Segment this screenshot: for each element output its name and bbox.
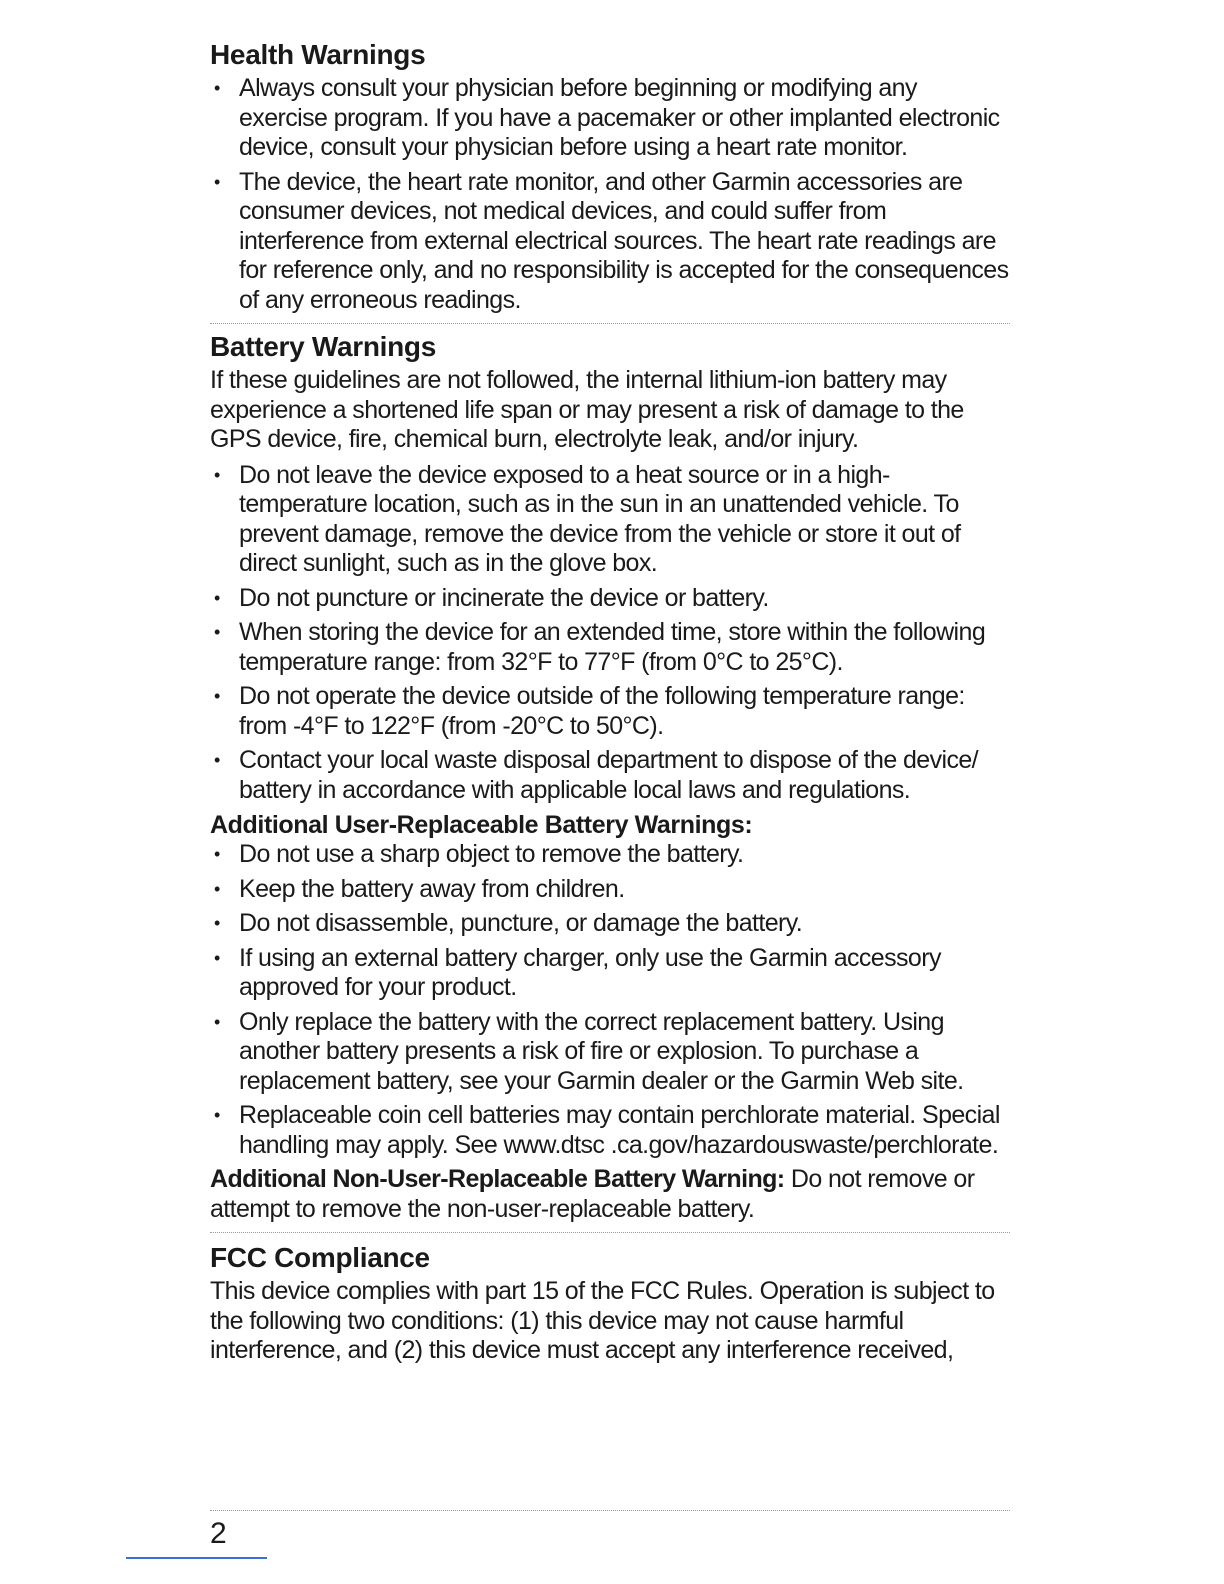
list-item: • Keep the battery away from children.: [214, 874, 625, 903]
list-item: • Do not use a sharp object to remove the battery.: [214, 840, 744, 868]
non-user-replaceable-heading: Additional Non-User-Replaceable Battery Warning:: [210, 1165, 785, 1193]
bullet-icon: •: [214, 171, 220, 192]
list-item: • When storing the device for an extended time, store within the following temperature range: from 32°F to 77°F (from 0°C to 25°C).: [214, 618, 986, 676]
bullet-icon: •: [214, 1011, 220, 1032]
bullet-icon: •: [214, 1105, 220, 1125]
page-number: 2: [210, 1517, 227, 1550]
bullet-icon: •: [214, 878, 220, 899]
list-item: • Only replace the battery with the correct replacement battery. Using another battery presents a risk of fire or explosion. To purchase a replacement battery, see your Garmin dealer or the Garmin Web site.: [214, 1007, 964, 1095]
battery-warnings-heading: Battery Warnings: [210, 331, 436, 362]
bullet-icon: •: [214, 622, 220, 642]
non-user-replaceable-warning: [210, 1165, 1010, 1224]
non-user-replaceable-text: Do not remove or attempt to remove the non-user-replaceable battery.: [210, 1165, 975, 1223]
footer-divider: [210, 1510, 1010, 1511]
health-warnings-section: [210, 38, 1010, 315]
bullet-icon: •: [214, 686, 220, 706]
list-item: • The device, the heart rate monitor, and other Garmin accessories are consumer devices, not medical devices, and could suffer from interference from external electrical sources. The heart rate readings are for reference only, and no responsibility is accepted for the consequences of any erroneous readings.: [214, 167, 1009, 314]
fcc-compliance-text: This device complies with part 15 of the FCC Rules. Operation is subject to the following two conditions: (1) this device may not cause harmful interference, and (2) this device must accept any interference received,: [210, 1277, 995, 1364]
battery-warnings-list: [210, 461, 1010, 806]
user-replaceable-battery-heading: Additional User-Replaceable Battery Warnings:: [210, 811, 753, 839]
bullet-icon: •: [214, 913, 220, 933]
list-item: • If using an external battery charger, only use the Garmin accessory approved for your product.: [214, 943, 941, 1001]
fcc-compliance-section: [210, 1241, 1010, 1366]
bullet-icon: •: [214, 464, 220, 485]
fcc-compliance-heading: FCC Compliance: [210, 1242, 430, 1273]
list-item: • Do not leave the device exposed to a heat source or in a high-temperature location, such as in the sun in an unattended vehicle. To prevent damage, remove the device from the vehicle or store it out of direct sunlight, such as in the glove box.: [214, 460, 961, 577]
list-item: • Replaceable coin cell batteries may contain perchlorate material. Special handling may apply. See www.dtsc .ca.gov/hazardouswaste/perchlorate.: [214, 1101, 1000, 1159]
page-edge-mark: [126, 1557, 267, 1559]
list-item: • Do not operate the device outside of the following temperature range: from -4°F to 122°F (from -20°C to 50°C).: [214, 682, 965, 740]
bullet-icon: •: [214, 947, 220, 968]
list-item: • Do not disassemble, puncture, or damage the battery.: [214, 909, 803, 937]
list-item: • Always consult your physician before beginning or modifying any exercise program. If you have a pacemaker or other implanted electronic device, consult your physician before using a heart rate monitor.: [214, 74, 1000, 161]
bullet-icon: •: [214, 750, 220, 770]
list-item: • Do not puncture or incinerate the device or battery.: [214, 583, 769, 612]
user-replaceable-battery-list: [210, 840, 1010, 1160]
section-divider: [210, 1232, 1010, 1233]
section-divider: [210, 323, 1010, 324]
page-content: [210, 38, 1010, 1366]
battery-warnings-section: [210, 330, 1010, 1224]
bullet-icon: •: [214, 587, 220, 608]
bullet-icon: •: [214, 844, 220, 864]
bullet-icon: •: [214, 78, 220, 98]
battery-warnings-intro: If these guidelines are not followed, the internal lithium-ion battery may experience a shortened life span or may present a risk of damage to the GPS device, fire, chemical burn, electrolyte leak, and/or injury.: [210, 366, 964, 453]
health-warnings-heading: Health Warnings: [210, 39, 426, 70]
health-warnings-list: [210, 74, 1010, 315]
list-item: • Contact your local waste disposal department to dispose of the device/ battery in accordance with applicable local laws and regulations.: [214, 746, 978, 804]
